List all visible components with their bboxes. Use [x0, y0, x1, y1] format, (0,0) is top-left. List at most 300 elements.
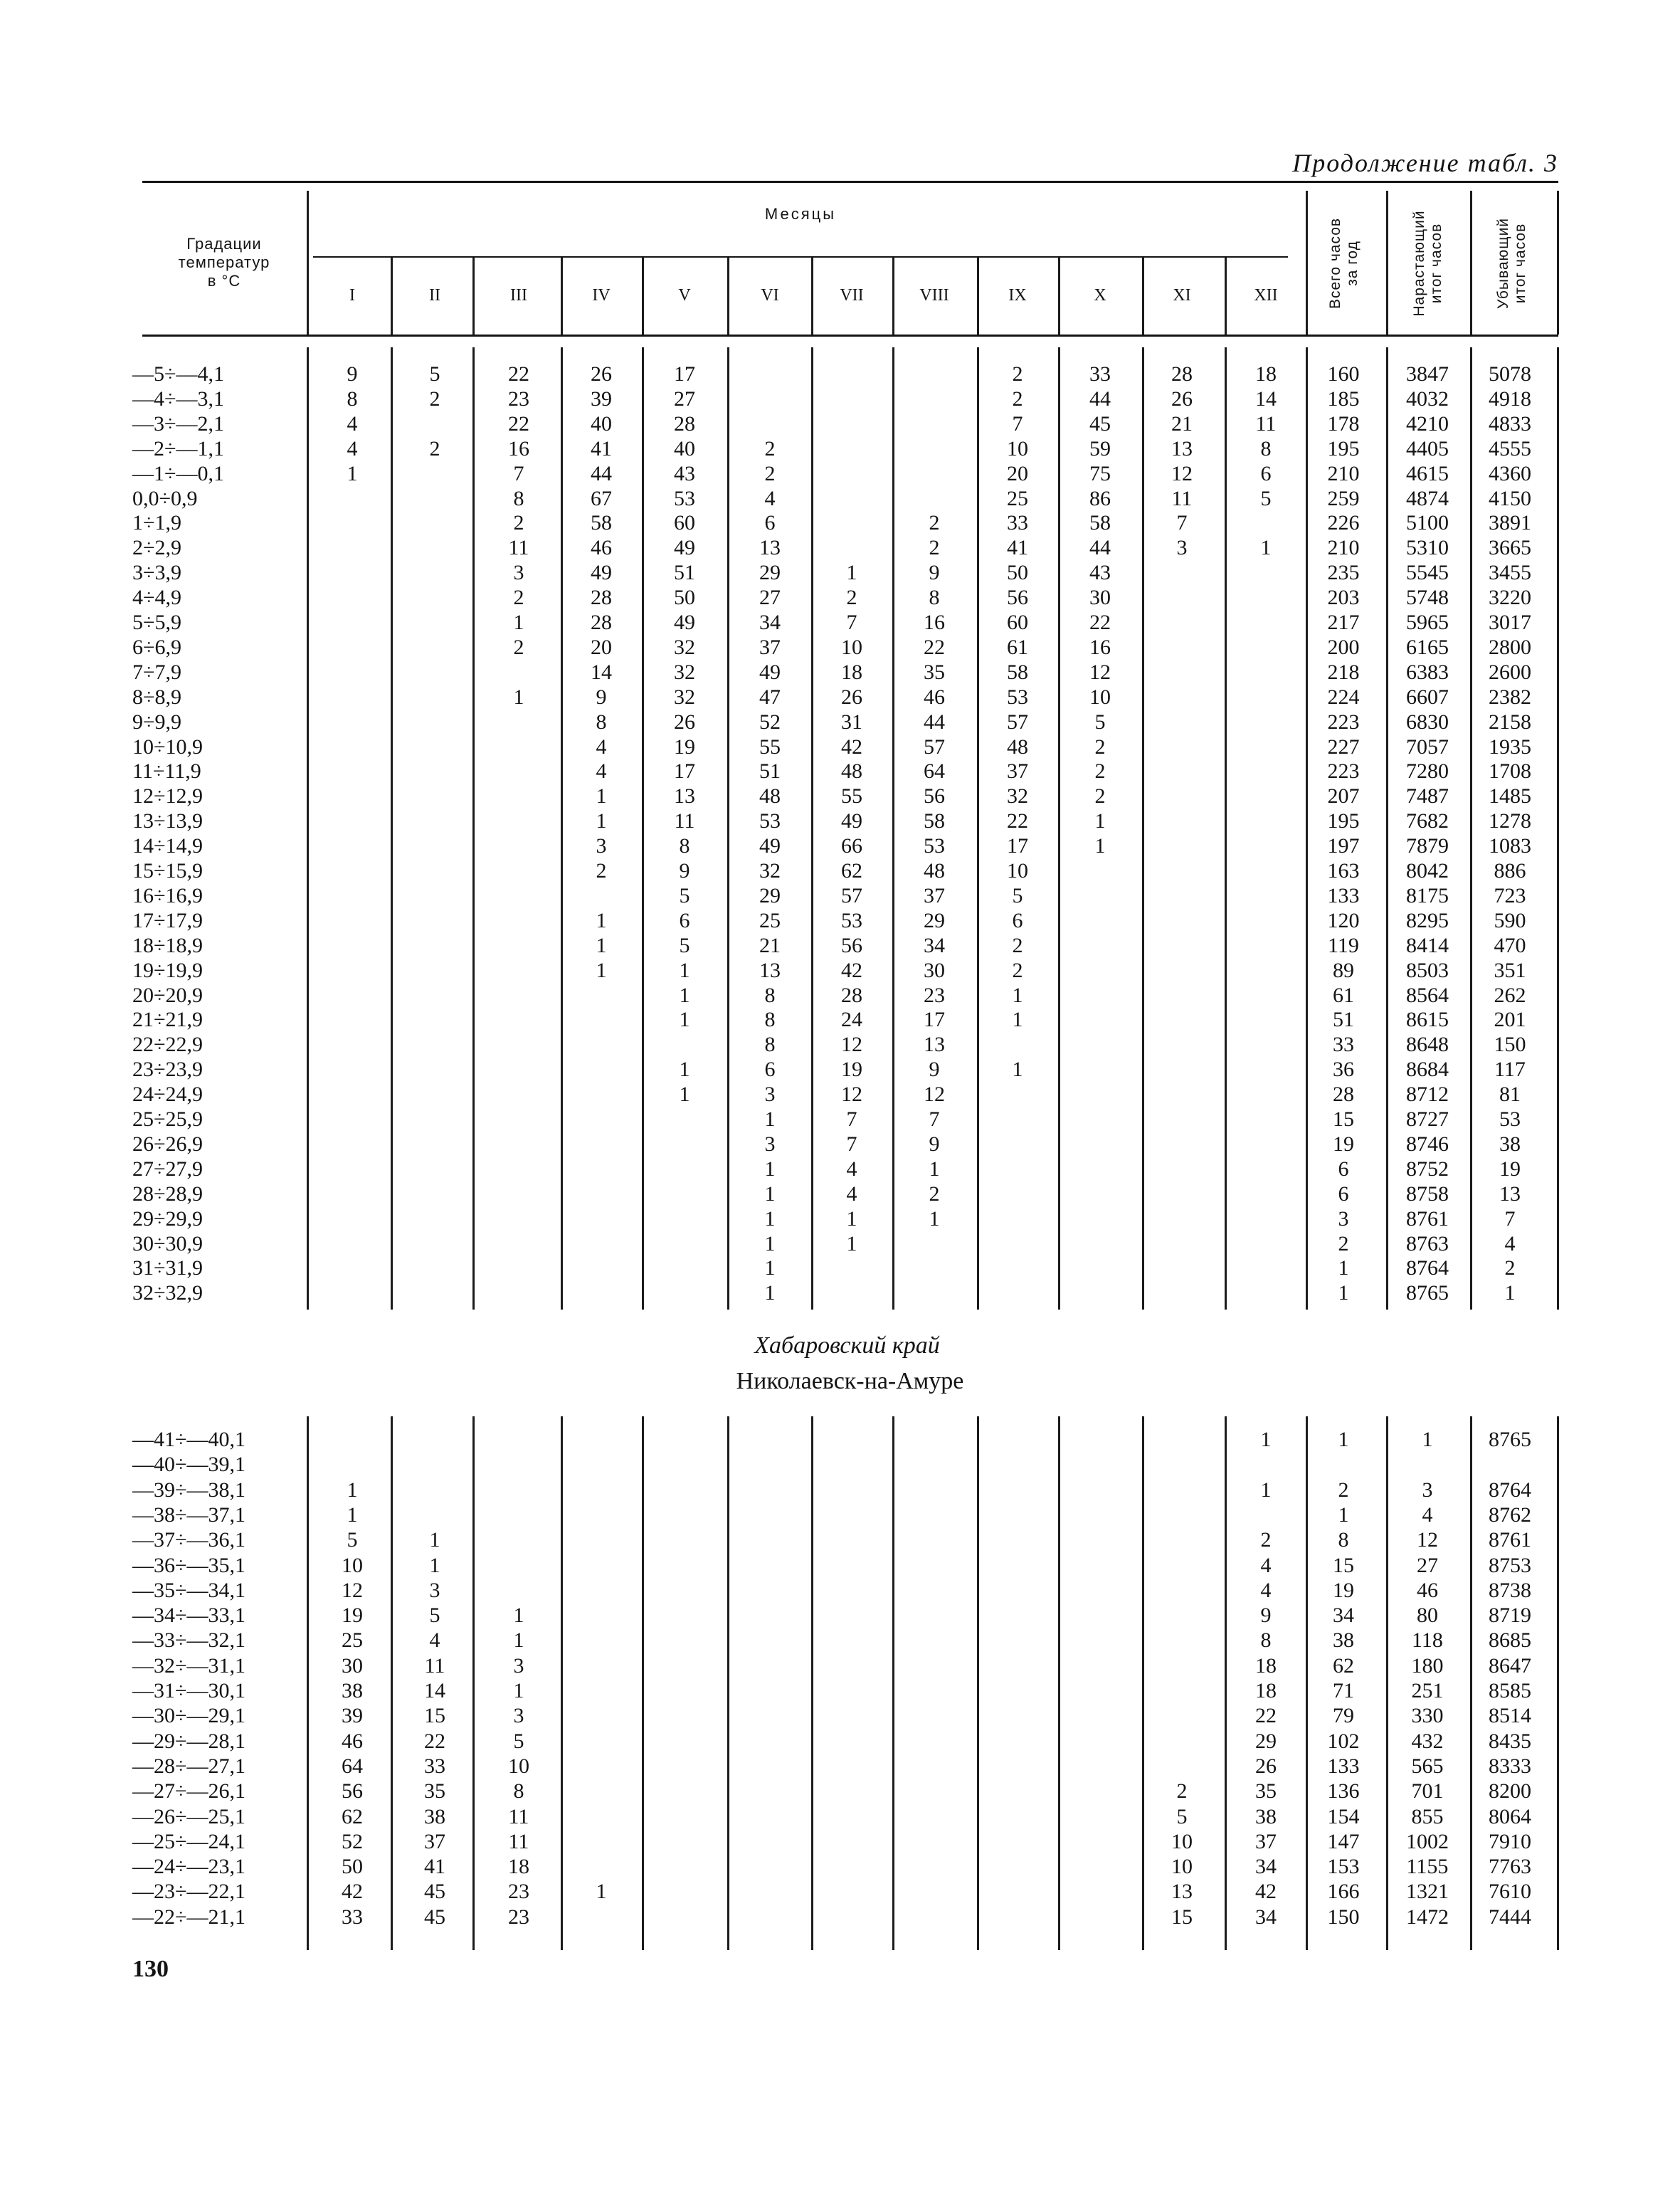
- table-cell: 4615: [1406, 461, 1449, 485]
- table-cell: 44: [591, 461, 612, 485]
- table-cell: 2382: [1489, 685, 1531, 709]
- table-cell: 1: [596, 809, 607, 833]
- table-cell: 15: [1333, 1107, 1354, 1131]
- table-cell: 201: [1494, 1008, 1526, 1032]
- temperature-gradation: 17÷17,9: [132, 908, 203, 932]
- table-cell: 11: [508, 1829, 529, 1853]
- table-cell: 53: [924, 834, 945, 858]
- table-cell: 6: [1338, 1181, 1349, 1206]
- table-cell: 3665: [1489, 536, 1531, 560]
- table-row: [0, 1206, 1680, 1231]
- table-cell: 217: [1327, 611, 1360, 634]
- table-cell: 27: [674, 386, 695, 411]
- table-cell: 30: [342, 1653, 363, 1678]
- temperature-gradation: 24÷24,9: [132, 1083, 203, 1107]
- table-cell: 48: [924, 859, 945, 883]
- table-cell: 1: [1260, 1478, 1272, 1502]
- temperature-gradation: 0,0÷0,9: [132, 486, 198, 510]
- table-cell: 8685: [1489, 1628, 1531, 1653]
- temperature-gradation: 6÷6,9: [132, 635, 181, 659]
- temperature-gradation: 4÷4,9: [132, 586, 181, 610]
- table-cell: 8: [929, 586, 940, 610]
- table-cell: 5: [679, 883, 690, 907]
- table-cell: 23: [508, 386, 529, 411]
- table-cell: 3: [1176, 536, 1188, 560]
- table-cell: 119: [1328, 933, 1359, 957]
- table-cell: 38: [1255, 1804, 1277, 1828]
- table-row: [0, 685, 1680, 710]
- table-cell: 3017: [1489, 611, 1531, 634]
- table-cell: 8738: [1489, 1578, 1531, 1602]
- table-cell: 8764: [1406, 1256, 1449, 1280]
- table-cell: 41: [1007, 536, 1028, 560]
- temperature-gradation: 9÷9,9: [132, 710, 181, 734]
- month-numeral: I: [349, 286, 355, 305]
- table-cell: 1: [679, 958, 690, 982]
- table-row: [0, 858, 1680, 883]
- header-column-rule: [977, 258, 979, 335]
- table-row: [0, 1107, 1680, 1132]
- table-cell: 2: [1338, 1231, 1349, 1255]
- table-cell: 200: [1327, 635, 1360, 659]
- temperature-gradation: —3÷—2,1: [132, 411, 224, 436]
- table-cell: 1321: [1406, 1880, 1449, 1904]
- table-row: [0, 1255, 1680, 1280]
- cumulative-hours-header: Нарастающий итог часов: [1411, 210, 1444, 317]
- table-cell: 10: [1089, 685, 1111, 709]
- table-cell: 19: [674, 735, 695, 759]
- table-cell: 2: [764, 461, 776, 485]
- table-cell: 1708: [1489, 759, 1531, 784]
- table-cell: 71: [1333, 1679, 1354, 1702]
- temperature-gradation: 3÷3,9: [132, 561, 181, 585]
- table-row: [0, 1231, 1680, 1256]
- table-row: [0, 585, 1680, 610]
- table-cell: 53: [1007, 685, 1028, 709]
- table-cell: 11: [1255, 411, 1277, 436]
- table-cell: 330: [1411, 1704, 1444, 1728]
- header-column-rule: [892, 258, 894, 335]
- table-cell: 12: [1089, 660, 1111, 684]
- table-cell: 55: [759, 735, 781, 759]
- table-cell: 203: [1327, 586, 1360, 610]
- table-cell: 8042: [1406, 859, 1449, 883]
- table-cell: 1: [1012, 1058, 1023, 1082]
- table-cell: 4874: [1406, 486, 1449, 510]
- table-row: [0, 560, 1680, 585]
- table-cell: 166: [1327, 1880, 1360, 1904]
- table-row: [0, 933, 1680, 958]
- table-cell: 1: [1422, 1428, 1433, 1451]
- table-cell: 8564: [1406, 983, 1449, 1007]
- table-cell: 8064: [1489, 1804, 1531, 1828]
- temperature-gradation: 26÷26,9: [132, 1132, 203, 1156]
- table-cell: 18: [1255, 1653, 1277, 1678]
- table-cell: 5: [429, 362, 440, 386]
- table-cell: 33: [1333, 1033, 1354, 1057]
- table-cell: 25: [342, 1628, 363, 1653]
- table-cell: 37: [424, 1829, 445, 1853]
- table-cell: 7: [1012, 411, 1023, 436]
- table-cell: 133: [1327, 883, 1360, 907]
- table-cell: 590: [1494, 908, 1526, 932]
- table-cell: 51: [674, 561, 695, 585]
- table-cell: 29: [759, 561, 781, 585]
- table-row: [0, 735, 1680, 759]
- table-cell: 1: [1260, 1428, 1272, 1451]
- temperature-gradation: 23÷23,9: [132, 1058, 203, 1082]
- city-title: Николаевск-на-Амуре: [736, 1368, 964, 1394]
- table-cell: 12: [1171, 461, 1193, 485]
- table-cell: 9: [347, 362, 358, 386]
- temperature-gradation: —36÷—35,1: [132, 1553, 245, 1577]
- table-cell: 1155: [1406, 1855, 1449, 1879]
- table-cell: 8765: [1406, 1281, 1449, 1305]
- table-cell: 8: [1260, 1628, 1272, 1653]
- table-cell: 8648: [1406, 1033, 1449, 1057]
- total-hours-header: Всего часов за год: [1327, 217, 1361, 310]
- temperature-gradation: —35÷—34,1: [132, 1578, 245, 1602]
- table-cell: 9: [929, 1058, 940, 1082]
- table-cell: 30: [924, 958, 945, 982]
- table-cell: 2: [1094, 735, 1106, 759]
- table-cell: 7057: [1406, 735, 1449, 759]
- table-cell: 855: [1411, 1804, 1444, 1828]
- table-cell: 7: [846, 1132, 857, 1156]
- table-cell: 43: [1089, 561, 1111, 585]
- table-row: [0, 759, 1680, 784]
- table-cell: 29: [759, 883, 781, 907]
- table-cell: 41: [591, 436, 612, 460]
- table-cell: 2: [513, 635, 524, 659]
- table-row: [0, 386, 1680, 411]
- table-cell: 19: [342, 1604, 363, 1628]
- table-cell: 4: [347, 436, 358, 460]
- table-cell: 5: [1176, 1804, 1188, 1828]
- table-cell: 4: [764, 486, 776, 510]
- table-cell: 13: [759, 958, 781, 982]
- header-column-rule: [307, 191, 309, 335]
- table-cell: 42: [841, 735, 862, 759]
- table-row: [0, 1553, 1680, 1578]
- table-top-rule: [142, 181, 1558, 183]
- table-cell: 2: [1012, 362, 1023, 386]
- table-cell: 10: [1171, 1855, 1193, 1879]
- table-cell: 1: [513, 685, 524, 709]
- table-cell: 33: [1089, 362, 1111, 386]
- table-cell: 218: [1327, 660, 1360, 684]
- table-cell: 29: [1255, 1729, 1277, 1753]
- table-row: [0, 1057, 1680, 1082]
- month-numeral: XII: [1254, 286, 1278, 305]
- table-cell: 13: [1171, 1880, 1193, 1904]
- table-cell: 1: [347, 1478, 358, 1502]
- table-cell: 8719: [1489, 1604, 1531, 1628]
- table-cell: 4: [596, 735, 607, 759]
- table-cell: 35: [424, 1779, 445, 1804]
- table-cell: 34: [759, 611, 781, 634]
- table-cell: 3: [513, 1653, 524, 1678]
- table-cell: 26: [1171, 386, 1193, 411]
- table-cell: 8: [1260, 436, 1272, 460]
- table-cell: 180: [1411, 1653, 1444, 1678]
- table-cell: 28: [841, 983, 862, 1007]
- table-cell: 8: [679, 834, 690, 858]
- temperature-gradation: 30÷30,9: [132, 1231, 203, 1255]
- table-cell: 1: [1094, 809, 1106, 833]
- header-column-rule: [472, 258, 475, 335]
- table-cell: 60: [674, 511, 695, 535]
- table-cell: 9: [929, 1132, 940, 1156]
- table-cell: 25: [759, 908, 781, 932]
- table-cell: 4: [846, 1157, 857, 1181]
- table-cell: 1: [764, 1157, 776, 1181]
- table-cell: 5: [1260, 486, 1272, 510]
- table-cell: 4032: [1406, 386, 1449, 411]
- table-cell: 7280: [1406, 759, 1449, 784]
- table-cell: 2: [846, 586, 857, 610]
- table-cell: 8200: [1489, 1779, 1531, 1804]
- temperature-gradation: —40÷—39,1: [132, 1453, 245, 1477]
- table-row: [0, 710, 1680, 735]
- table-cell: 3: [1422, 1478, 1433, 1502]
- table-cell: 5: [679, 933, 690, 957]
- table-cell: 210: [1327, 536, 1360, 560]
- table-cell: 9: [596, 685, 607, 709]
- table-cell: 5545: [1406, 561, 1449, 585]
- table-cell: 41: [424, 1855, 445, 1879]
- table-cell: 723: [1494, 883, 1526, 907]
- temperature-gradation: 19÷19,9: [132, 958, 203, 982]
- table-cell: 26: [841, 685, 862, 709]
- table-row: [0, 1628, 1680, 1653]
- table-cell: 4918: [1489, 386, 1531, 411]
- table-cell: 11: [424, 1653, 445, 1678]
- table-cell: 2: [513, 511, 524, 535]
- temperature-gradation: 8÷8,9: [132, 685, 181, 709]
- table-cell: 32: [759, 859, 781, 883]
- table-cell: 6: [1338, 1157, 1349, 1181]
- temperature-gradation: 25÷25,9: [132, 1107, 203, 1131]
- table-cell: 58: [1089, 511, 1111, 535]
- table-cell: 17: [674, 759, 695, 784]
- table-cell: 4150: [1489, 486, 1531, 510]
- table-row: [0, 1527, 1680, 1552]
- temperature-gradation: —39÷—38,1: [132, 1478, 245, 1502]
- month-numeral: VI: [761, 286, 779, 305]
- table-cell: 1: [1094, 834, 1106, 858]
- table-cell: 8: [347, 386, 358, 411]
- temperature-gradation: 12÷12,9: [132, 784, 203, 809]
- table-cell: 5: [1012, 883, 1023, 907]
- table-cell: 6: [1260, 461, 1272, 485]
- table-cell: 58: [591, 511, 612, 535]
- table-row: [0, 1181, 1680, 1206]
- table-cell: 136: [1327, 1779, 1360, 1804]
- table-cell: 2: [929, 511, 940, 535]
- table-cell: 10: [1007, 436, 1028, 460]
- table-cell: 28: [1171, 362, 1193, 386]
- table-cell: 1: [596, 1880, 607, 1904]
- table-cell: 80: [1417, 1604, 1438, 1628]
- table-cell: 13: [759, 536, 781, 560]
- table-cell: 57: [924, 735, 945, 759]
- table-cell: 56: [841, 933, 862, 957]
- table-cell: 8295: [1406, 908, 1449, 932]
- table-cell: 13: [1171, 436, 1193, 460]
- table-row: [0, 510, 1680, 535]
- table-cell: 5: [347, 1528, 358, 1552]
- table-cell: 8764: [1489, 1478, 1531, 1502]
- header-column-rule: [391, 258, 393, 335]
- temperature-gradation: 21÷21,9: [132, 1008, 203, 1032]
- table-cell: 2: [1176, 1779, 1188, 1804]
- table-cell: 53: [759, 809, 781, 833]
- table-cell: 1: [596, 958, 607, 982]
- table-cell: 37: [1255, 1829, 1277, 1853]
- table-cell: 1: [513, 1628, 524, 1653]
- table-cell: 10: [1171, 1829, 1193, 1853]
- table-cell: 432: [1411, 1729, 1444, 1753]
- table-cell: 153: [1327, 1855, 1360, 1879]
- table-cell: 2: [429, 436, 440, 460]
- temperature-gradation: —29÷—28,1: [132, 1729, 245, 1753]
- table-cell: 8414: [1406, 933, 1449, 957]
- table-cell: 1: [596, 784, 607, 809]
- table-cell: 4: [1260, 1553, 1272, 1577]
- table-cell: 3: [596, 834, 607, 858]
- table-cell: 1935: [1489, 735, 1531, 759]
- table-cell: 4: [1422, 1502, 1433, 1527]
- table-cell: 57: [841, 883, 862, 907]
- table-cell: 7: [846, 1107, 857, 1131]
- table-cell: 4833: [1489, 411, 1531, 436]
- table-cell: 36: [1333, 1058, 1354, 1082]
- table-cell: 3: [513, 1704, 524, 1728]
- table-row: [0, 461, 1680, 486]
- table-cell: 50: [342, 1855, 363, 1879]
- header-column-rule: [642, 258, 644, 335]
- temperature-gradation: —26÷—25,1: [132, 1804, 245, 1828]
- table-cell: 1: [347, 1502, 358, 1527]
- table-cell: 5310: [1406, 536, 1449, 560]
- table-cell: 19: [1499, 1157, 1521, 1181]
- header-column-rule: [1225, 258, 1227, 335]
- table-cell: 28: [674, 411, 695, 436]
- temperature-gradation: —25÷—24,1: [132, 1829, 245, 1853]
- table-cell: 8: [764, 1008, 776, 1032]
- table-row: [0, 1007, 1680, 1032]
- table-cell: 5965: [1406, 611, 1449, 634]
- table-cell: 8435: [1489, 1729, 1531, 1753]
- table-cell: 66: [841, 834, 862, 858]
- table-cell: 16: [508, 436, 529, 460]
- table-cell: 22: [424, 1729, 445, 1753]
- table-cell: 21: [1171, 411, 1193, 436]
- table-cell: 470: [1494, 933, 1526, 957]
- table-cell: 6: [679, 908, 690, 932]
- table-cell: 12: [342, 1578, 363, 1602]
- table-cell: 565: [1411, 1754, 1444, 1778]
- temperature-gradation: —32÷—31,1: [132, 1653, 245, 1678]
- gradations-header: Градации температур в °С: [178, 235, 270, 290]
- table-cell: 1: [513, 1604, 524, 1628]
- temperature-gradation: 27÷27,9: [132, 1157, 203, 1181]
- header-column-rule: [727, 258, 729, 335]
- table-cell: 1: [1012, 983, 1023, 1007]
- table-row: [0, 486, 1680, 511]
- temperature-gradation: —1÷—0,1: [132, 461, 224, 485]
- table-cell: 62: [1333, 1653, 1354, 1678]
- table-cell: 8684: [1406, 1058, 1449, 1082]
- table-cell: 7682: [1406, 809, 1449, 833]
- table-cell: 22: [924, 635, 945, 659]
- table-cell: 57: [1007, 710, 1028, 734]
- temperature-gradation: —23÷—22,1: [132, 1880, 245, 1904]
- table-cell: 51: [1333, 1008, 1354, 1032]
- table-cell: 40: [674, 436, 695, 460]
- temperature-gradation: 29÷29,9: [132, 1206, 203, 1231]
- table-cell: 178: [1327, 411, 1360, 436]
- table-row: [0, 1578, 1680, 1603]
- table-cell: 2600: [1489, 660, 1531, 684]
- table-cell: 56: [342, 1779, 363, 1804]
- table-row: [0, 610, 1680, 635]
- table-cell: 1083: [1489, 834, 1531, 858]
- table-cell: 42: [1255, 1880, 1277, 1904]
- table-row: [0, 1854, 1680, 1879]
- table-cell: 89: [1333, 958, 1354, 982]
- table-cell: 3: [513, 561, 524, 585]
- table-cell: 27: [1417, 1553, 1438, 1577]
- table-cell: 1278: [1489, 809, 1531, 833]
- table-cell: 17: [1007, 834, 1028, 858]
- table-row: [0, 1132, 1680, 1157]
- table-cell: 18: [841, 660, 862, 684]
- table-row: [0, 833, 1680, 858]
- table-cell: 22: [1007, 809, 1028, 833]
- month-numeral: IV: [592, 286, 611, 305]
- table-cell: 9: [929, 561, 940, 585]
- table-cell: 1: [764, 1181, 776, 1206]
- table-cell: 37: [924, 883, 945, 907]
- temperature-gradation: 15÷15,9: [132, 859, 203, 883]
- table-cell: 34: [924, 933, 945, 957]
- table-cell: 2: [596, 859, 607, 883]
- table-cell: 64: [342, 1754, 363, 1778]
- table-cell: 53: [674, 486, 695, 510]
- table-cell: 1: [596, 933, 607, 957]
- table-cell: 7763: [1489, 1855, 1531, 1879]
- header-column-rule: [1386, 191, 1388, 335]
- table-cell: 4: [1504, 1231, 1516, 1255]
- table-cell: 44: [1089, 536, 1111, 560]
- month-numeral: XI: [1173, 286, 1191, 305]
- table-cell: 1: [1260, 536, 1272, 560]
- table-cell: 8615: [1406, 1008, 1449, 1032]
- table-cell: 7: [1504, 1206, 1516, 1231]
- temperature-gradation: —37÷—36,1: [132, 1528, 245, 1552]
- table-cell: 1485: [1489, 784, 1531, 809]
- table-cell: 49: [674, 536, 695, 560]
- table-cell: 1: [1504, 1281, 1516, 1305]
- table-cell: 4555: [1489, 436, 1531, 460]
- table-row: [0, 1603, 1680, 1628]
- table-cell: 45: [424, 1905, 445, 1929]
- table-cell: 55: [841, 784, 862, 809]
- table-cell: 2: [1094, 759, 1106, 784]
- table-cell: 37: [1007, 759, 1028, 784]
